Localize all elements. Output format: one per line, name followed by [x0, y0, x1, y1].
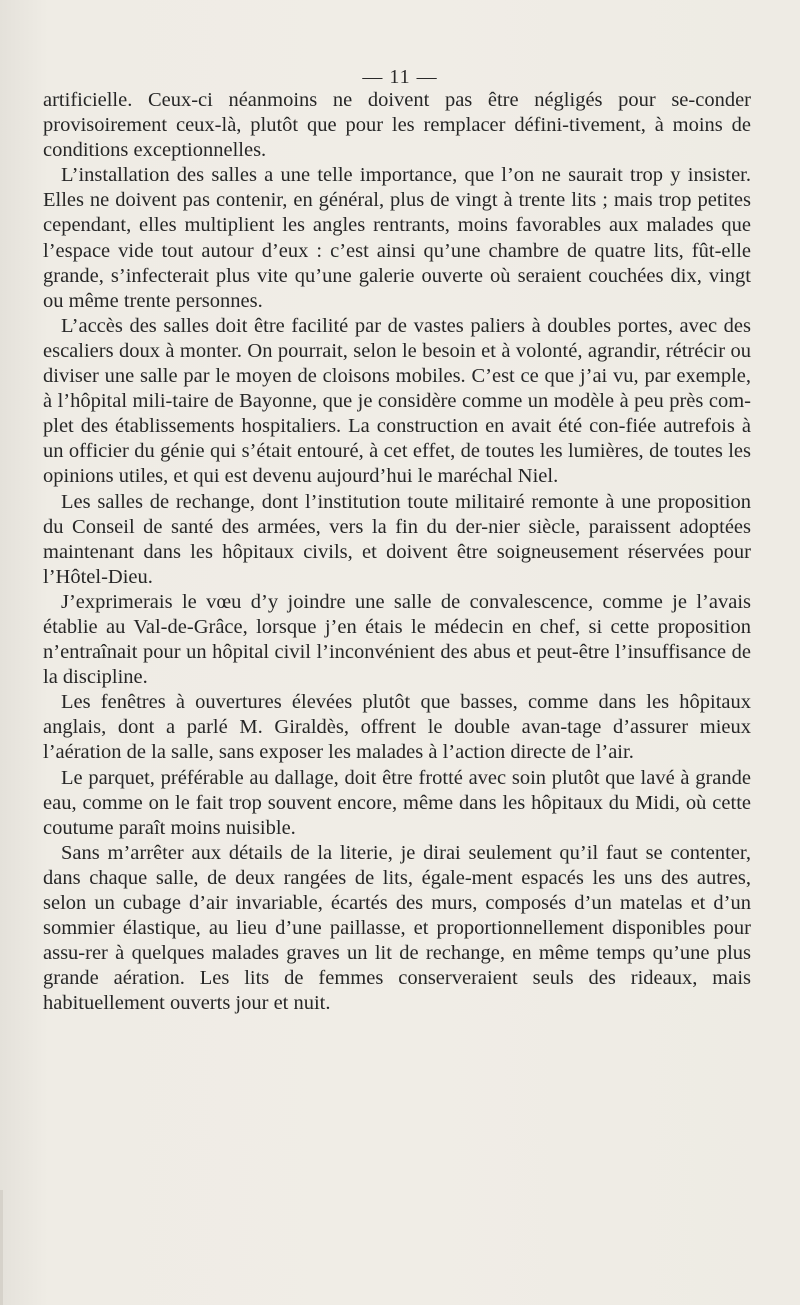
paragraph-installation-des-salles: L’installation des salles a une telle importance, que l’on ne saurait trop y insister. Elles ne doivent pas contenir, en général, plus de vingt à trente lits ; mais trop petites cependant, elles multiplient les angles rentrants, moins favorables aux malades que l’espace vide tout autour d’eux : c’est ainsi qu’une chambre de quatre lits, fût-elle grande, s’infecterait plus vite qu’une galerie ouverte où seraient couchées dix, vingt ou même trente personnes.	[43, 164, 751, 312]
paragraph-salles-de-rechange: Les salles de rechange, dont l’institution toute militairé remonte à une proposition du Conseil de santé des armées, vers la fin du der-nier siècle, paraissent adoptées maintenant dans les hôpitaux civils, et doivent être soigneusement réservées pour l’Hôtel-Dieu.	[43, 490, 751, 588]
paragraph-continuation: artificielle. Ceux-ci néanmoins ne doivent pas être négligés pour se-conder provisoirement ceux-là, plutôt que pour les remplacer défini-tivement, à moins de conditions exceptionnelles.	[43, 89, 751, 162]
paragraph-acces-des-salles: L’accès des salles doit être facilité par de vastes paliers à doubles portes, avec des escaliers doux à monter. On pourrait, selon le besoin et à volonté, agrandir, rétrécir ou diviser une salle par le moyen de cloisons mobiles. C’est ce que j’ai vu, par exemple, à l’hôpital mili-taire de Bayonne, que je considère comme un modèle à peu près com-plet des établissements hospitaliers. La construction en avait été con-fiée autrefois à un officier du génie qui s’était entouré, à cet effet, de toutes les lumières, de toutes les opinions utiles, et qui est devenu aujourd’hui le maréchal Niel.	[43, 314, 751, 488]
paragraph-fenetres: Les fenêtres à ouvertures élevées plutôt que basses, comme dans les hôpitaux anglais, dont a parlé M. Giraldès, offrent le double avan-tage d’assurer mieux l’aération de la salle, sans exposer les malades à l’action directe de l’air.	[43, 691, 751, 764]
page-edge-shadow	[0, 1190, 3, 1305]
paragraph-parquet: Le parquet, préférable au dallage, doit être frotté avec soin plutôt que lavé à grande eau, comme on le fait trop souvent encore, même dans les hôpitaux du Midi, où cette coutume paraît moins nuisible.	[43, 766, 751, 839]
paragraph-salle-de-convalescence: J’exprimerais le vœu d’y joindre une salle de convalescence, comme je l’avais établie au Val-de-Grâce, lorsque j’en étais le médecin en chef, si cette proposition n’entraînait pour un hôpital civil l’inconvénient des abus et peut-être l’insuffisance de la discipline.	[43, 590, 751, 689]
page-number: — 11 —	[362, 66, 438, 88]
paragraph-literie: Sans m’arrêter aux détails de la literie, je dirai seulement qu’il faut se contenter, dans chaque salle, de deux rangées de lits, égale-ment espacés les uns des autres, selon un cubage d’air invariable, écartés des murs, composés d’un matelas et d’un sommier élastique, au lieu d’une paillasse, et proportionnellement disponibles pour assu-rer à quelques malades graves un lit de rechange, en même temps qu’une plus grande aération. Les lits de femmes conserveraient seuls des rideaux, mais habituellement ouverts jour et nuit.	[43, 841, 751, 1015]
body-text	[43, 88, 751, 1016]
